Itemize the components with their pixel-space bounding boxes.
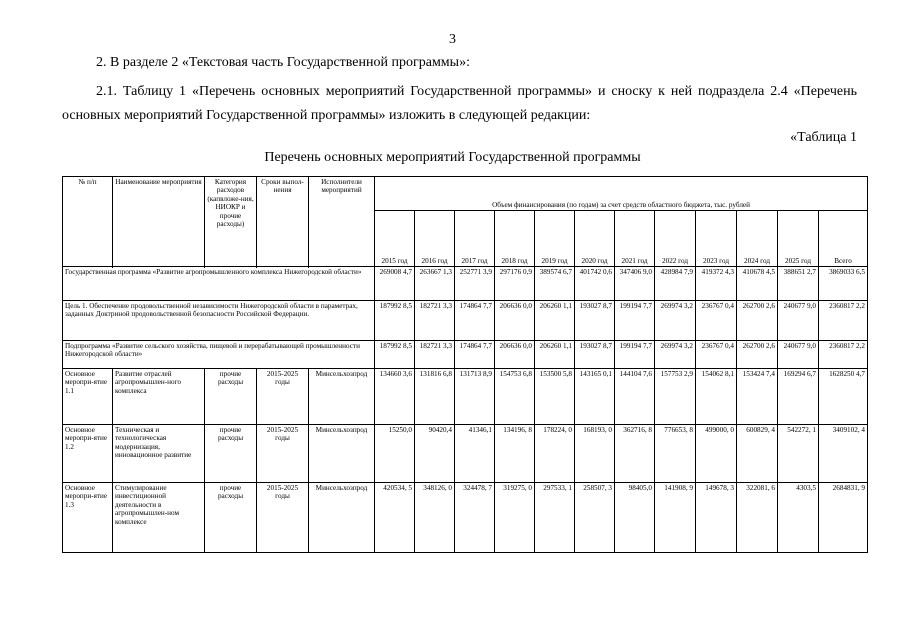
table-cell-value: 149678, 3 [696, 483, 737, 553]
header-num: № п/п [63, 177, 113, 267]
table-cell-value: 141908, 9 [655, 483, 696, 553]
table-cell-value: 262700 2,6 [737, 341, 778, 369]
table-cell-value: 199194 7,7 [615, 341, 655, 369]
table-cell-value: 131816 6,8 [415, 369, 455, 425]
table-cell-value: 206260 1,1 [535, 341, 575, 369]
table-cell-value: 297533, 1 [535, 483, 575, 553]
table-cell-value: 4303,5 [778, 483, 819, 553]
table-cell-value: 389574 6,7 [535, 267, 575, 301]
table-cell-value: 143165 0,1 [575, 369, 615, 425]
table-cell-value: 401742 0,6 [575, 267, 615, 301]
header-name: Наименование мероприятия [113, 177, 205, 267]
table-cell-value: 236767 0,4 [696, 301, 737, 341]
table-cell-value: 134660 3,6 [375, 369, 415, 425]
table-cell-value: 600829, 4 [737, 425, 778, 483]
table-cell-value: 2684831, 9 [819, 483, 868, 553]
table-cell-value: 3869033 6,5 [819, 267, 868, 301]
goal-title: Цель 1. Обеспечение продовольственной независимости Нижегородской области в параметрах, заданных Доктриной продовольственной безопасности Российской Федерации. [63, 301, 375, 341]
table-cell-value: 269008 4,7 [375, 267, 415, 301]
table-cell-value: 174864 7,7 [455, 341, 495, 369]
table-row-measure [63, 369, 868, 425]
table-cell-value: 236767 0,4 [696, 341, 737, 369]
table-cell-value: 419372 4,3 [696, 267, 737, 301]
table-cell-value: 157753 2,9 [655, 369, 696, 425]
table-cell-value: 15250,0 [375, 425, 415, 483]
table-row-goal [63, 301, 868, 341]
table-cell-value: 269974 3,2 [655, 301, 696, 341]
header-year: Всего [819, 211, 868, 267]
header-year: 2020 год [575, 211, 615, 267]
page-number: 3 [449, 32, 456, 47]
table-cell-value: 3409102, 4 [819, 425, 868, 483]
table-cell-value: 187992 8,5 [375, 301, 415, 341]
table-cell-value: 263667 1,3 [415, 267, 455, 301]
table-cell-value: 428984 7,9 [655, 267, 696, 301]
table-cell-value: 499000, 0 [696, 425, 737, 483]
header-year: 2018 год [495, 211, 535, 267]
header-year: 2015 год [375, 211, 415, 267]
table-cell-value: 388651 2,7 [778, 267, 819, 301]
table-cell-value: 98405,0 [615, 483, 655, 553]
table-cell-value: 199194 7,7 [615, 301, 655, 341]
table-cell-value: 348126, 0 [415, 483, 455, 553]
measure-executor: Минсельхозпрод [309, 483, 375, 553]
table-cell-value: 1628250 4,7 [819, 369, 868, 425]
table-row-measure [63, 483, 868, 553]
table-cell-value: 168193, 0 [575, 425, 615, 483]
header-category: Категория расходов (капвложе-ния, НИОКР и прочие расходы) [205, 177, 257, 267]
table-title: Перечень основных мероприятий Государственной программы [264, 150, 641, 165]
table-cell-value: 2360817 2,2 [819, 301, 868, 341]
table-cell-value: 134196, 8 [495, 425, 535, 483]
header-year: 2022 год [655, 211, 696, 267]
table-cell-value: 269974 3,2 [655, 341, 696, 369]
table-cell-value: 410678 4,5 [737, 267, 778, 301]
header-row-1 [63, 177, 868, 211]
header-funding: Объем финансирования (по годам) за счет средств областного бюджета, тыс. рублей [375, 177, 868, 211]
table-cell-value: 154753 6,8 [495, 369, 535, 425]
table-cell-value: 193027 8,7 [575, 341, 615, 369]
table-cell-value: 144104 7,6 [615, 369, 655, 425]
table-row-subprogram [63, 341, 868, 369]
table-cell-value: 206636 0,0 [495, 341, 535, 369]
paragraph-2: 2.1. Таблицу 1 «Перечень основных мероприятий Государственной программы» и сноску к ней подраздела 2.4 «Перечень основных мероприятий Государственной программы» изложить в следующей редакции: [62, 84, 857, 123]
header-year: 2017 год [455, 211, 495, 267]
program-title: Государственная программа «Развитие агропромышленного комплекса Нижегородской области» [63, 267, 375, 301]
measure-category: прочие расходы [205, 369, 257, 425]
measure-executor: Минсельхозпрод [309, 369, 375, 425]
header-year: 2025 год [778, 211, 819, 267]
table-cell-value: 178224, 0 [535, 425, 575, 483]
table-cell-value: 182721 3,3 [415, 341, 455, 369]
header-year: 2023 год [696, 211, 737, 267]
measure-name: Развитие отраслей агропромышлен-ного комплекса [113, 369, 205, 425]
paragraph-1: 2. В разделе 2 «Текстовая часть Государственной программы»: [96, 55, 470, 70]
header-year: 2016 год [415, 211, 455, 267]
measure-terms: 2015-2025 годы [257, 369, 309, 425]
table-cell-value: 420534, 5 [375, 483, 415, 553]
table-cell-value: 347406 9,0 [615, 267, 655, 301]
table-label: «Таблица 1 [790, 130, 857, 145]
measures-table [62, 176, 868, 553]
measure-terms: 2015-2025 годы [257, 483, 309, 553]
table-cell-value: 2360817 2,2 [819, 341, 868, 369]
header-year: 2021 год [615, 211, 655, 267]
table-cell-value: 131713 8,9 [455, 369, 495, 425]
table-cell-value: 240677 9,0 [778, 301, 819, 341]
measure-terms: 2015-2025 годы [257, 425, 309, 483]
header-year: 2024 год [737, 211, 778, 267]
table-cell-value: 153424 7,4 [737, 369, 778, 425]
table-cell-value: 206636 0,0 [495, 301, 535, 341]
header-terms: Сроки выпол-нения [257, 177, 309, 267]
table-cell-value: 252771 3,9 [455, 267, 495, 301]
measure-name: Техническая и технологическая модернизация, инновационное развитие [113, 425, 205, 483]
table-cell-value: 90420,4 [415, 425, 455, 483]
subprogram-title: Подпрограмма «Развитие сельского хозяйства, пищевой и перерабатывающей промышленности Нижегородской области» [63, 341, 375, 369]
table-cell-value: 187992 8,5 [375, 341, 415, 369]
table-cell-value: 206260 1,1 [535, 301, 575, 341]
table-cell-value: 362716, 8 [615, 425, 655, 483]
table-cell-value: 324478, 7 [455, 483, 495, 553]
table-cell-value: 169294 6,7 [778, 369, 819, 425]
table-cell-value: 258507, 3 [575, 483, 615, 553]
table-cell-value: 182721 3,3 [415, 301, 455, 341]
table-cell-value: 153500 5,8 [535, 369, 575, 425]
table-cell-value: 154062 8,1 [696, 369, 737, 425]
measure-category: прочие расходы [205, 483, 257, 553]
table-row-program [63, 267, 868, 301]
table-cell-value: 542272, 1 [778, 425, 819, 483]
table-cell-value: 297176 0,9 [495, 267, 535, 301]
table-cell-value: 262700 2,6 [737, 301, 778, 341]
table-cell-value: 322081, 6 [737, 483, 778, 553]
header-executors: Исполнители мероприятий [309, 177, 375, 267]
measure-name: Стимулирование инвестиционной деятельности в агропромышлен-ном комплексе [113, 483, 205, 553]
table-cell-value: 174864 7,7 [455, 301, 495, 341]
measure-executor: Минсельхозпрод [309, 425, 375, 483]
measure-num: Основное меропри-ятие 1.3 [63, 483, 113, 553]
measure-num: Основное меропри-ятие 1.2 [63, 425, 113, 483]
table-cell-value: 319275, 0 [495, 483, 535, 553]
table-cell-value: 41346,1 [455, 425, 495, 483]
table-cell-value: 193027 8,7 [575, 301, 615, 341]
table-cell-value: 240677 9,0 [778, 341, 819, 369]
table-row-measure [63, 425, 868, 483]
measure-num: Основное меропри-ятие 1.1 [63, 369, 113, 425]
measure-category: прочие расходы [205, 425, 257, 483]
table-cell-value: 776653, 8 [655, 425, 696, 483]
header-year: 2019 год [535, 211, 575, 267]
